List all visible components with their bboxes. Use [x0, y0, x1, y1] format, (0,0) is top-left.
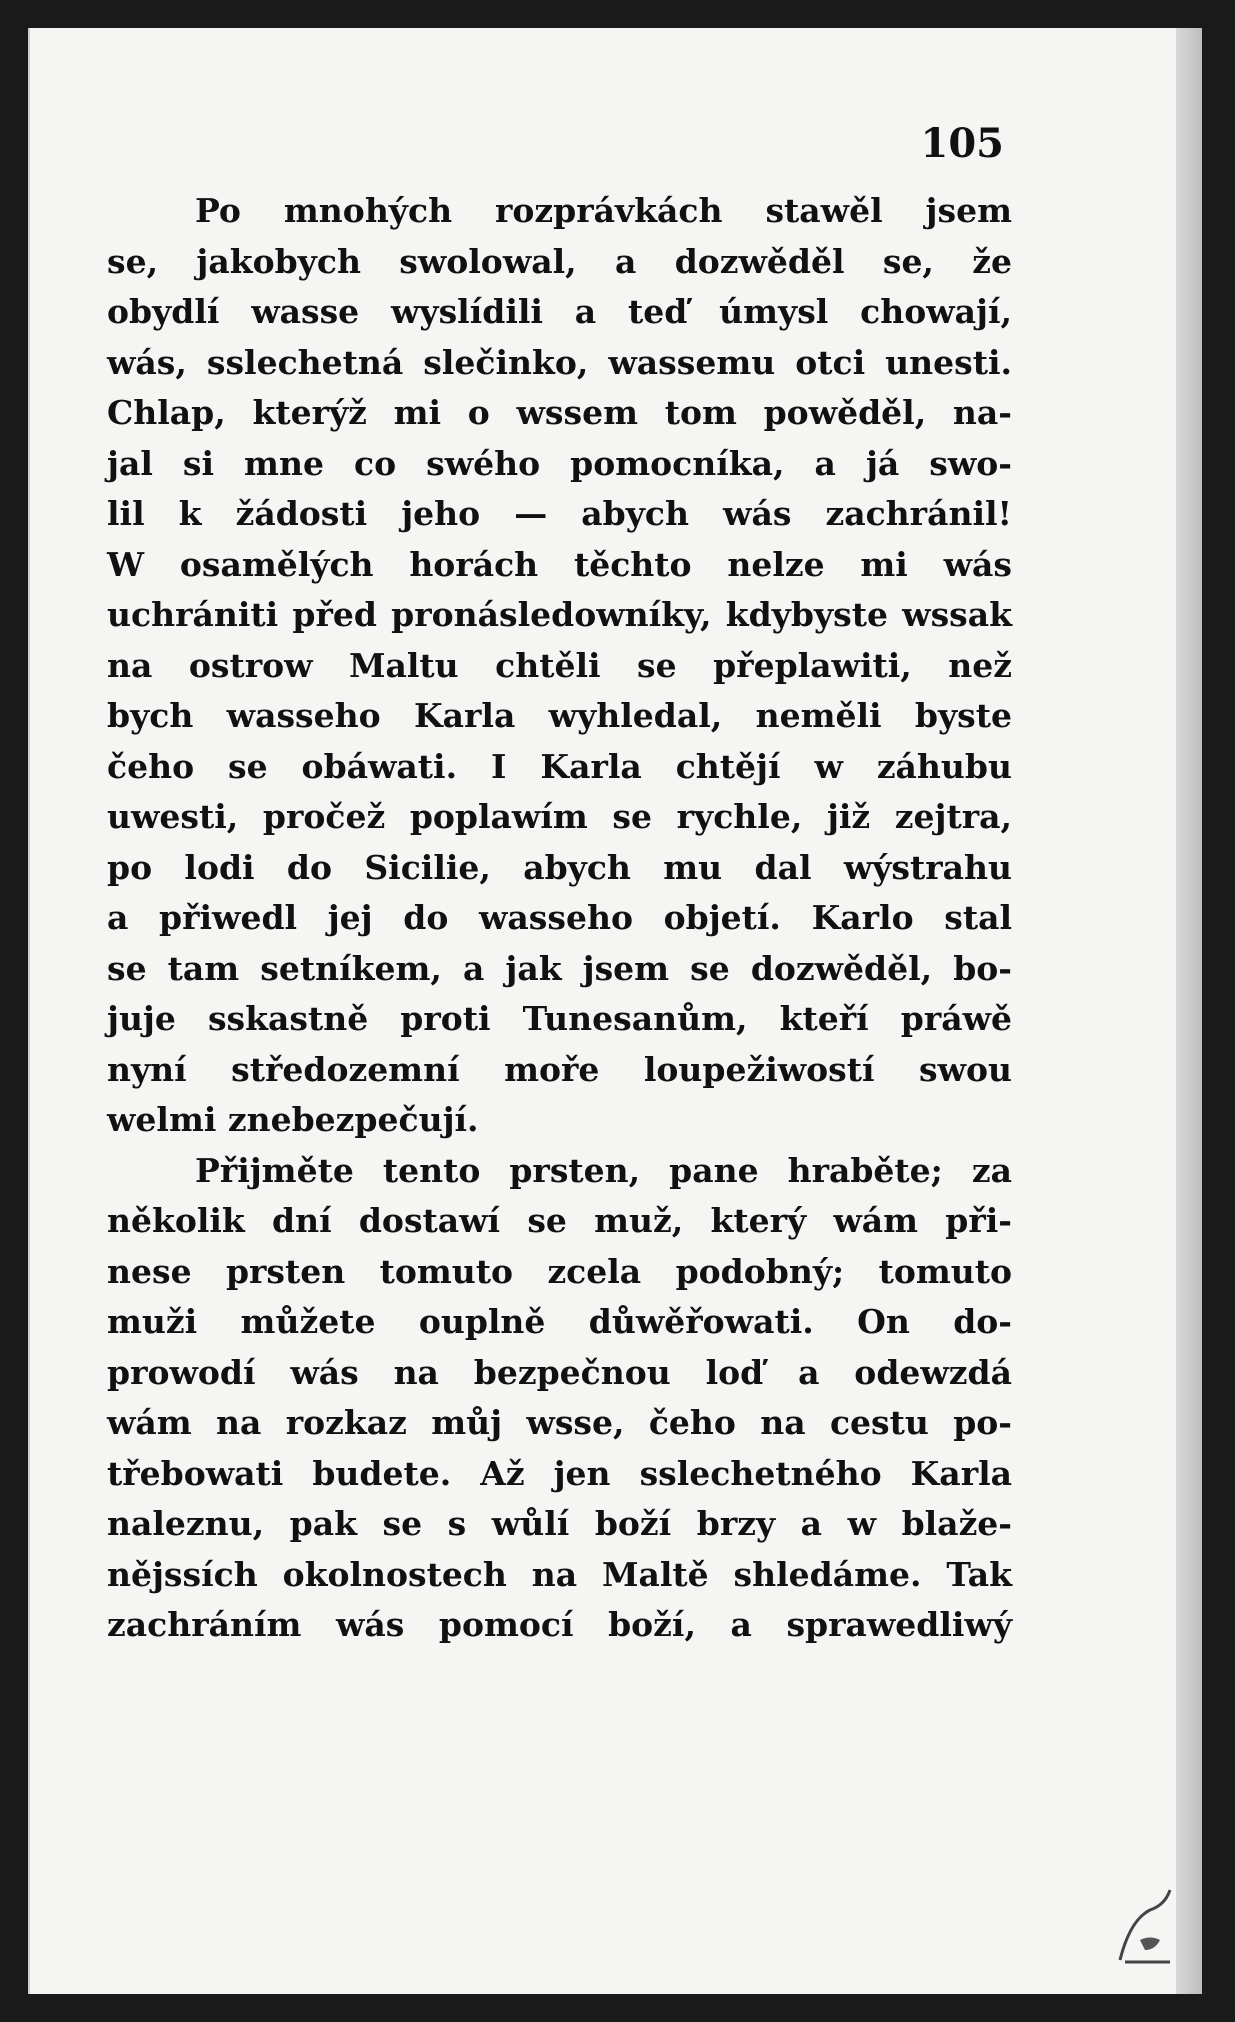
text-line: nyní středozemní moře loupežiwostí swou	[107, 1049, 1012, 1089]
text-line: třebowati budete. Až jen sslechetného Karla	[107, 1453, 1012, 1493]
library-stamp-icon	[1110, 1880, 1180, 1970]
book-page	[28, 28, 1202, 1994]
text-line: welmi znebezpečují.	[107, 1100, 479, 1139]
text-line: čeho se obáwati. I Karla chtějí w záhubu	[107, 746, 1012, 786]
text-line: nese prsten tomuto zcela podobný; tomuto	[107, 1251, 1012, 1291]
text-line: po lodi do Sicilie, abych mu dal wýstrahu	[107, 847, 1012, 887]
text-line: na ostrow Maltu chtěli se přeplawiti, než	[107, 645, 1012, 685]
text-line: prowodí wás na bezpečnou loď a odewzdá	[107, 1352, 1012, 1392]
text-line: několik dní dostawí se muž, který wám při-	[107, 1201, 1012, 1240]
text-line: lil k žádosti jeho — abych wás zachránil!	[107, 494, 1012, 533]
text-line: nějssích okolnostech na Maltě shledáme. Tak	[107, 1554, 1012, 1594]
text-line: wás, sslechetná slečinko, wassemu otci unesti.	[107, 342, 1012, 382]
text-line: Chlap, kterýž mi o wssem tom powěděl, na-	[107, 393, 1012, 432]
text-line: se, jakobych swolowal, a dozwěděl se, že	[107, 241, 1012, 281]
text-line: Po mnohých rozprávkách stawěl jsem	[195, 191, 1012, 230]
text-line: wám na rozkaz můj wsse, čeho na cestu po-	[107, 1403, 1012, 1442]
text-line: zachráním wás pomocí boží, a sprawedliwý	[107, 1605, 1012, 1644]
text-line: juje sskastně proti Tunesanům, kteří práwě	[107, 999, 1012, 1038]
page-edge-shadow	[1176, 28, 1202, 1994]
text-line: naleznu, pak se s wůlí boží brzy a w blaže-	[107, 1504, 1012, 1543]
text-line: se tam setníkem, a jak jsem se dozwěděl, bo-	[107, 948, 1012, 988]
text-line: obydlí wasse wyslídili a teď úmysl chowají,	[107, 292, 1012, 331]
text-line: W osamělých horách těchto nelze mi wás	[107, 544, 1012, 584]
page-number: 105	[920, 120, 1004, 167]
text-line: uwesti, pročež poplawím se rychle, již zejtra,	[107, 797, 1012, 836]
text-line: bych wasseho Karla wyhledal, neměli byste	[107, 696, 1012, 735]
body-text	[107, 186, 1012, 1651]
text-line: jal si mne co swého pomocníka, a já swo-	[107, 443, 1012, 483]
text-line: muži můžete ouplně důwěřowati. On do-	[107, 1302, 1012, 1341]
text-line: Přijměte tento prsten, pane hraběte; za	[195, 1150, 1012, 1190]
text-line: a přiwedl jej do wasseho objetí. Karlo stal	[107, 898, 1012, 937]
text-line: uchrániti před pronásledowníky, kdybyste wssak	[107, 595, 1012, 634]
